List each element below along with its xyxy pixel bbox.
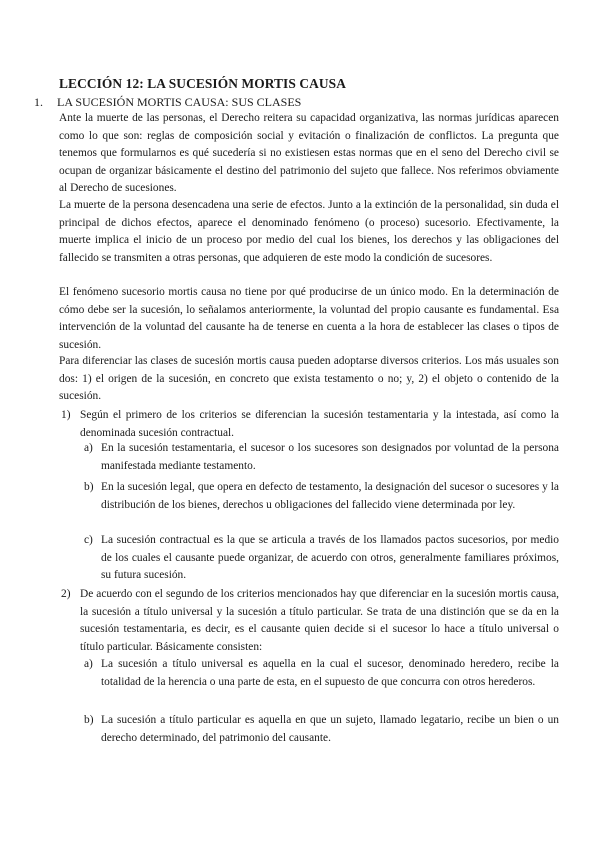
sub-list-marker: a)	[84, 442, 93, 454]
list-item-text: Según el primero de los criterios se diferencian la sucesión testamentaria y la intestada, así como la denominada sucesión contractual.	[80, 409, 559, 439]
sub-list-marker: c)	[84, 534, 93, 546]
section-heading	[34, 94, 301, 112]
list-marker: 2)	[61, 588, 71, 600]
sub-list-item-text: La sucesión a título universal es aquella en la cual el sucesor, denominado heredero, recibe la totalidad de la herencia o una parte de esta, en el supuesto de que concurra con otros herederos.	[101, 658, 559, 688]
sub-list-marker: a)	[84, 658, 93, 670]
sub-list-item	[84, 656, 559, 691]
list-item	[61, 407, 559, 442]
list-marker: 1)	[61, 409, 71, 421]
sub-list-item-text: En la sucesión testamentaria, el sucesor o los sucesores son designados por voluntad de la persona manifestada mediante testamento.	[101, 442, 559, 472]
lesson-title: LECCIÓN 12: LA SUCESIÓN MORTIS CAUSA	[59, 76, 346, 91]
sub-list-item	[84, 440, 559, 475]
list-item	[61, 586, 559, 656]
sub-list-marker: b)	[84, 714, 94, 726]
paragraph: El fenómeno sucesorio mortis causa no tiene por qué producirse de un único modo. En la determinación de cómo debe ser la sucesión, lo señalamos anteriormente, la voluntad del propio causante es fundamental. Esa intervención de la voluntad del causante ha de tenerse en cuenta a la hora de establecer las clases o tipos de sucesión.	[59, 286, 559, 351]
paragraph: La muerte de la persona desencadena una serie de efectos. Junto a la extinción de la personalidad, sin duda el principal de dichos efectos, aparece el denominado fenómeno (o proceso) sucesorio. Efectivamente, la muerte implica el inicio de un proceso por medio del cual los bienes, los derechos y las obligaciones del fallecido se transmiten a otras personas, que adquieren de este modo la condición de sucesores.	[59, 199, 559, 264]
sub-list-item-text: La sucesión contractual es la que se articula a través de los llamados pactos sucesorios, por medio de los cuales el causante puede organizar, de acuerdo con otros, generalmente familiares próximos, su futura sucesión.	[101, 534, 559, 582]
paragraph: Para diferenciar las clases de sucesión mortis causa pueden adoptarse diversos criterios. Los más usuales son dos: 1) el origen de la sucesión, en concreto que exista testamento o no; y, 2) el objeto o contenido de la sucesión.	[59, 355, 559, 403]
paragraph: Ante la muerte de las personas, el Derecho reitera su capacidad organizativa, las normas jurídicas aparecen como lo que son: reglas de composición social y evitación o finalización de conflictos. La pregunta que tenemos que formularnos es qué sucedería si no existiesen estas normas que en el seno del Derecho civil se ocupan de organizar básicamente el destino del patrimonio del sujeto que fallece. Nos referimos obviamente al Derecho de sucesiones.	[59, 112, 559, 195]
section-heading-text: LA SUCESIÓN MORTIS CAUSA: SUS CLASES	[57, 95, 302, 109]
sub-list-item	[84, 532, 559, 585]
sub-list-item	[84, 712, 559, 747]
list-item-text: De acuerdo con el segundo de los criterios mencionados hay que diferenciar en la sucesión mortis causa, la sucesión a título universal y la sucesión a título particular. Se trata de una distinción que se da en la sucesión testamentaria, es decir, es el causante quien decide si el sucesor lo hace a título universal o título particular. Básicamente consisten:	[80, 588, 559, 653]
sub-list-item-text: La sucesión a título particular es aquella en que un sujeto, llamado legatario, recibe un bien o un derecho determinado, del patrimonio del causante.	[101, 714, 559, 744]
sub-list-item	[84, 479, 559, 514]
sub-list-marker: b)	[84, 481, 94, 493]
sub-list-item-text: En la sucesión legal, que opera en defecto de testamento, la designación del sucesor o sucesores y la distribución de los bienes, derechos u obligaciones del fallecido viene determinada por ley.	[101, 481, 559, 511]
section-number: 1.	[34, 95, 43, 109]
